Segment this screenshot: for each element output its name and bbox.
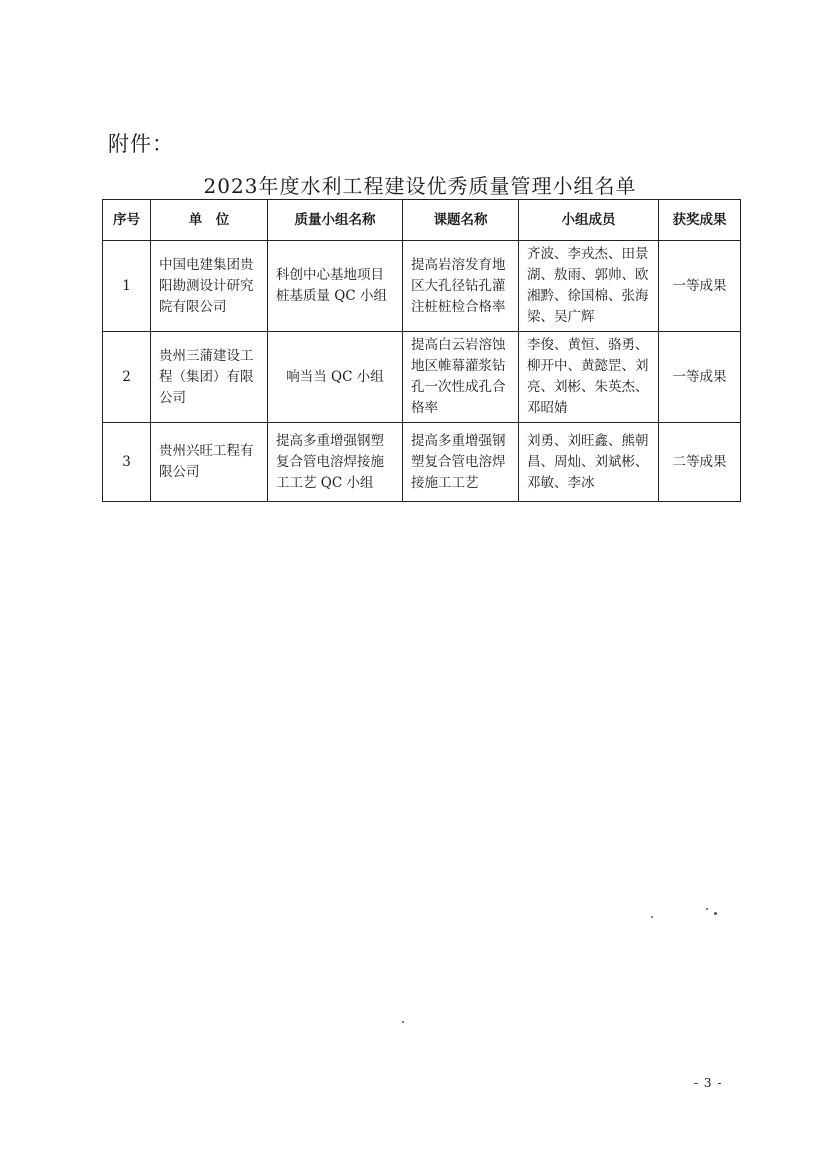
cell-index: 3 <box>103 423 151 502</box>
attachment-label: 附件： <box>108 132 174 156</box>
table-row <box>103 241 741 332</box>
cell-group-name: 科创中心基地项目桩基质量 QC 小组 <box>268 241 403 332</box>
header-group-name: 质量小组名称 <box>268 200 403 241</box>
cell-members: 齐波、李戎杰、田景湖、敖雨、郭帅、欧湘黔、徐国棉、张海梁、吴广辉 <box>519 241 659 332</box>
table-header-row <box>103 200 741 241</box>
cell-topic: 提高岩溶发育地区大孔径钻孔灌注桩桩检合格率 <box>403 241 519 332</box>
cell-index: 2 <box>103 332 151 423</box>
cell-group-name: 提高多重增强钢塑复合管电溶焊接施工工艺 QC 小组 <box>268 423 403 502</box>
cell-unit: 中国电建集团贵阳勘测设计研究院有限公司 <box>151 241 268 332</box>
document-title: 2023年度水利工程建设优秀质量管理小组名单 <box>203 174 637 198</box>
cell-award: 二等成果 <box>659 423 741 502</box>
cell-topic: 提高多重增强钢塑复合管电溶焊接施工工艺 <box>403 423 519 502</box>
scan-speck <box>714 912 717 915</box>
header-award: 获奖成果 <box>659 200 741 241</box>
header-topic: 课题名称 <box>403 200 519 241</box>
cell-members: 刘勇、刘旺鑫、熊朝昌、周灿、刘斌彬、邓敏、李冰 <box>519 423 659 502</box>
cell-award: 一等成果 <box>659 332 741 423</box>
cell-award: 一等成果 <box>659 241 741 332</box>
table-row <box>103 332 741 423</box>
header-members: 小组成员 <box>519 200 659 241</box>
cell-unit: 贵州三蒲建设工程（集团）有限公司 <box>151 332 268 423</box>
cell-members: 李俊、黄恒、骆勇、柳开中、黄懿罡、刘亮、刘彬、朱英杰、邓昭婧 <box>519 332 659 423</box>
cell-group-name: 响当当 QC 小组 <box>268 332 403 423</box>
cell-index: 1 <box>103 241 151 332</box>
scan-speck <box>402 1021 404 1023</box>
cell-topic: 提高白云岩溶蚀地区帷幕灌浆钻孔一次性成孔合格率 <box>403 332 519 423</box>
table-row <box>103 423 741 502</box>
header-index: 序号 <box>103 200 151 241</box>
scan-speck <box>706 908 708 910</box>
header-unit: 单 位 <box>151 200 268 241</box>
page-number: - 3 - <box>694 1076 723 1090</box>
scan-speck <box>651 916 653 918</box>
cell-unit: 贵州兴旺工程有限公司 <box>151 423 268 502</box>
award-roster-table <box>102 199 741 502</box>
